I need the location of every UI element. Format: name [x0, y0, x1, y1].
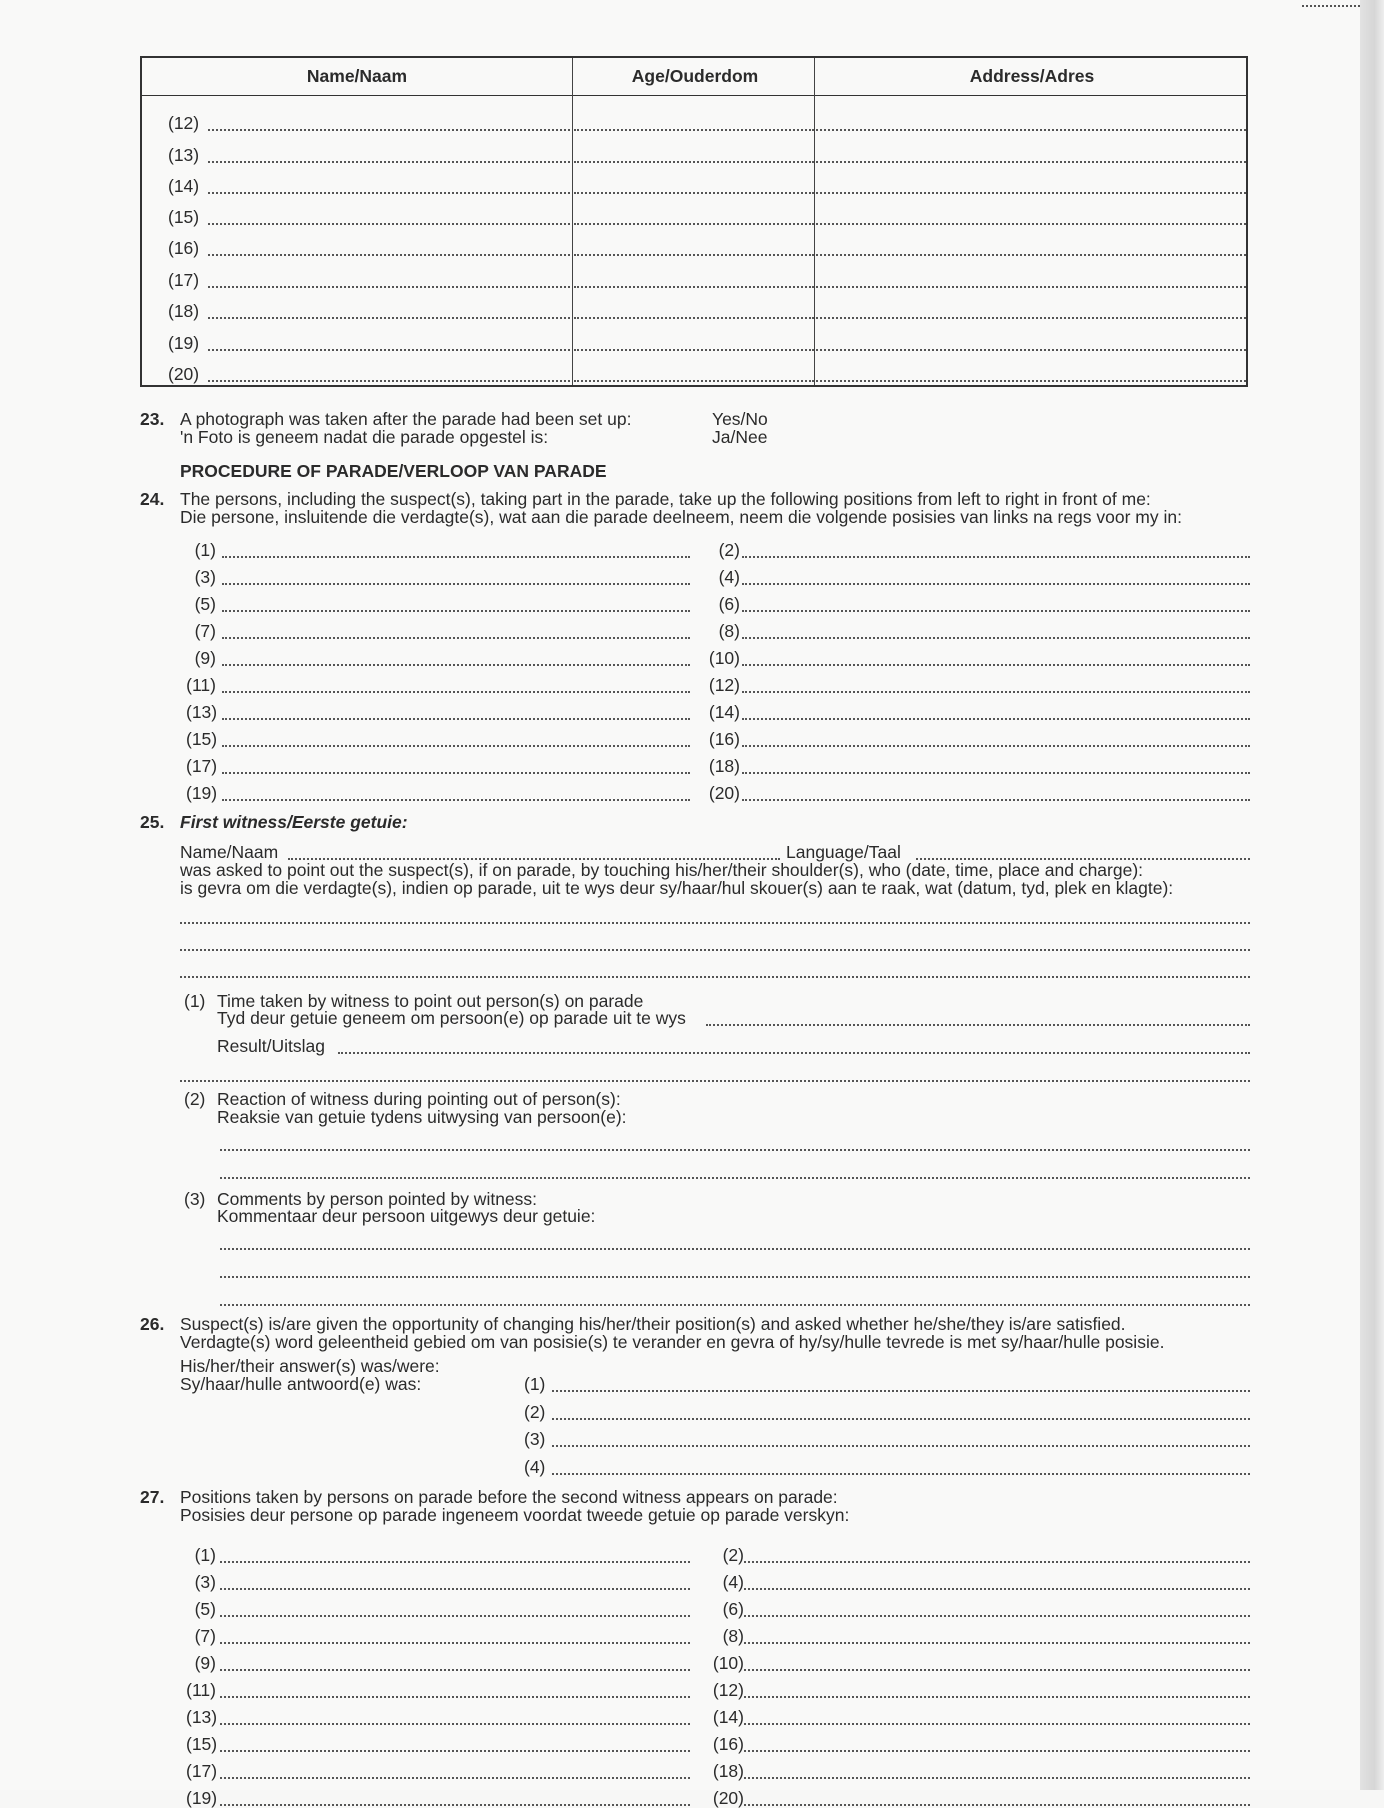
position-label: (9) — [194, 648, 216, 668]
name-cell[interactable] — [208, 223, 570, 225]
position-label: (8) — [722, 1626, 744, 1646]
position-label: (20) — [712, 1788, 744, 1808]
item-25-asked-en: was asked to point out the suspect(s), if on parade, by touching his/her/their shoulder(s), who (date, time, place and charge): — [180, 860, 1144, 880]
position-label: (17) — [186, 756, 218, 776]
answer-label: (4) — [524, 1456, 546, 1477]
position-label: (2) — [722, 1545, 744, 1565]
sub3-text-en: Comments by person pointed by witness: — [217, 1189, 538, 1209]
answer-field[interactable] — [552, 1445, 1250, 1447]
item-23-text-en: A photograph was taken after the parade had been set up: — [180, 409, 632, 429]
position-field[interactable] — [742, 556, 1250, 558]
result-field-extra[interactable] — [180, 1080, 1250, 1082]
comments-line[interactable] — [220, 1248, 1250, 1250]
position-field[interactable] — [220, 1588, 690, 1590]
answer-label: (3) — [524, 1429, 546, 1449]
name-cell[interactable] — [208, 286, 570, 288]
position-field[interactable] — [744, 1750, 1250, 1752]
name-cell[interactable] — [208, 161, 570, 163]
position-label: (10) — [708, 648, 740, 668]
address-cell[interactable] — [816, 317, 1246, 319]
position-label: (13) — [186, 702, 218, 722]
address-cell[interactable] — [816, 129, 1246, 131]
answer-label-af: Sy/haar/hulle antwoord(e) was: — [180, 1374, 422, 1394]
position-field[interactable] — [742, 718, 1250, 720]
position-label: (14) — [712, 1707, 744, 1727]
position-field[interactable] — [744, 1723, 1250, 1725]
sub2-text-af: Reaksie van getuie tydens uitwysing van persoon(e): — [217, 1107, 627, 1127]
item-26-text-en: Suspect(s) is/are given the opportunity of changing his/her/their position(s) and asked whether he/she/they is/are satisfied. — [180, 1314, 1126, 1334]
position-label: (20) — [708, 783, 740, 803]
item-27-text-en: Positions taken by persons on parade before the second witness appears on parade: — [180, 1487, 838, 1507]
position-label: (16) — [708, 729, 740, 749]
position-label: (13) — [186, 1707, 218, 1727]
answer-label: (1) — [524, 1374, 546, 1394]
position-label: (3) — [194, 1572, 216, 1592]
position-field[interactable] — [222, 691, 690, 693]
position-field[interactable] — [222, 745, 690, 747]
sub1-text-en: Time taken by witness to point out person(s) on parade — [217, 991, 644, 1011]
position-label: (8) — [718, 621, 740, 641]
age-cell[interactable] — [574, 317, 814, 319]
witness-language-label: Language/Taal — [786, 842, 901, 862]
result-field[interactable] — [338, 1052, 1250, 1054]
table-row-label: (15) — [168, 207, 200, 227]
age-cell[interactable] — [574, 223, 814, 225]
position-label: (15) — [186, 1734, 218, 1754]
position-label: (18) — [712, 1761, 744, 1781]
position-field[interactable] — [222, 799, 690, 801]
answer-field[interactable] — [552, 1473, 1250, 1475]
age-cell[interactable] — [574, 349, 814, 351]
table-row-label: (16) — [168, 238, 200, 258]
age-cell[interactable] — [574, 286, 814, 288]
comments-line[interactable] — [220, 1304, 1250, 1306]
suspect-details-line[interactable] — [180, 922, 1250, 924]
sub2-number: (2) — [184, 1089, 206, 1109]
position-field[interactable] — [220, 1669, 690, 1671]
position-field[interactable] — [744, 1561, 1250, 1563]
address-cell[interactable] — [816, 349, 1246, 351]
position-field[interactable] — [742, 691, 1250, 693]
position-label: (11) — [186, 675, 216, 695]
position-label: (19) — [186, 783, 218, 803]
position-label: (11) — [186, 1680, 216, 1700]
table-row-label: (12) — [168, 113, 200, 133]
item-24-text-en: The persons, including the suspect(s), taking part in the parade, take up the following positions from left to right in front of me: — [180, 489, 1151, 509]
header-name: Name/Naam — [306, 66, 408, 86]
suspect-details-line[interactable] — [180, 976, 1250, 978]
reaction-line[interactable] — [220, 1149, 1250, 1151]
position-field[interactable] — [220, 1750, 690, 1752]
position-field[interactable] — [222, 664, 690, 666]
position-label: (1) — [194, 540, 216, 560]
position-field[interactable] — [744, 1696, 1250, 1698]
item-26-number: 26. — [140, 1314, 165, 1334]
address-cell[interactable] — [816, 254, 1246, 256]
column-divider — [572, 58, 573, 385]
header-age: Age/Ouderdom — [631, 66, 759, 86]
table-row-label: (20) — [168, 364, 200, 384]
address-cell[interactable] — [816, 161, 1246, 163]
position-field[interactable] — [222, 583, 690, 585]
position-label: (14) — [708, 702, 740, 722]
sub2-text-en: Reaction of witness during pointing out of person(s): — [217, 1089, 621, 1109]
position-field[interactable] — [742, 745, 1250, 747]
item-24-number: 24. — [140, 489, 165, 509]
position-field[interactable] — [742, 772, 1250, 774]
comments-line[interactable] — [220, 1276, 1250, 1278]
position-label: (6) — [718, 594, 740, 614]
answer-label-en: His/her/their answer(s) was/were: — [180, 1356, 440, 1376]
position-field[interactable] — [742, 583, 1250, 585]
position-label: (2) — [718, 540, 740, 560]
item-25-number: 25. — [140, 812, 165, 832]
item-25-asked-af: is gevra om die verdagte(s), indien op parade, uit te wys deur sy/haar/hul skouer(s) aan te raak, wat (datum, tyd, plek en klagte): — [180, 878, 1174, 898]
address-cell[interactable] — [816, 286, 1246, 288]
position-field[interactable] — [742, 664, 1250, 666]
position-label: (9) — [194, 1653, 216, 1673]
position-label: (5) — [194, 1599, 216, 1619]
witness-name-label: Name/Naam — [180, 842, 279, 862]
photo-ja-nee[interactable]: Ja/Nee — [712, 427, 768, 447]
position-field[interactable] — [220, 1696, 690, 1698]
position-label: (7) — [194, 1626, 216, 1646]
position-label: (4) — [722, 1572, 744, 1592]
name-cell[interactable] — [208, 317, 570, 319]
reaction-line[interactable] — [220, 1177, 1250, 1179]
answer-field[interactable] — [552, 1418, 1250, 1420]
position-label: (12) — [712, 1680, 744, 1700]
position-label: (3) — [194, 567, 216, 587]
table-row-label: (17) — [168, 270, 200, 290]
position-label: (6) — [722, 1599, 744, 1619]
item-23-number: 23. — [140, 409, 165, 429]
position-field[interactable] — [220, 1615, 690, 1617]
scan-edge — [1360, 0, 1384, 1790]
position-field[interactable] — [744, 1615, 1250, 1617]
name-cell[interactable] — [208, 129, 570, 131]
name-cell[interactable] — [208, 380, 570, 382]
header-address: Address/Adres — [969, 66, 1095, 86]
table-header — [142, 58, 1246, 96]
suspect-details-line[interactable] — [180, 949, 1250, 951]
position-field[interactable] — [744, 1777, 1250, 1779]
position-label: (10) — [712, 1653, 744, 1673]
age-cell[interactable] — [574, 380, 814, 382]
position-field[interactable] — [222, 718, 690, 720]
position-label: (4) — [718, 567, 740, 587]
first-witness-heading: First witness/Eerste getuie: — [180, 812, 408, 832]
position-field[interactable] — [742, 637, 1250, 639]
name-cell[interactable] — [208, 349, 570, 351]
position-field[interactable] — [742, 799, 1250, 801]
item-27-text-af: Posisies deur persone op parade ingeneem voordat tweede getuie op parade verskyn: — [180, 1505, 850, 1525]
age-cell[interactable] — [574, 192, 814, 194]
column-divider — [814, 58, 815, 385]
procedure-heading: PROCEDURE OF PARADE/VERLOOP VAN PARADE — [180, 461, 607, 481]
position-field[interactable] — [744, 1588, 1250, 1590]
page-corner-mark — [1302, 5, 1360, 7]
sub3-text-af: Kommentaar deur persoon uitgewys deur getuie: — [217, 1206, 596, 1226]
item-24-text-af: Die persone, insluitende die verdagte(s), wat aan die parade deelneem, neem die volgende posisies van links na regs voor my in: — [180, 507, 1182, 527]
position-label: (17) — [186, 1761, 218, 1781]
position-field[interactable] — [220, 1642, 690, 1644]
answer-field[interactable] — [552, 1390, 1250, 1392]
sub3-number: (3) — [184, 1189, 206, 1209]
persons-table — [140, 56, 1248, 387]
position-label: (5) — [194, 594, 216, 614]
name-cell[interactable] — [208, 254, 570, 256]
position-label: (1) — [194, 1545, 216, 1565]
item-27-number: 27. — [140, 1487, 165, 1507]
item-26-text-af: Verdagte(s) word geleentheid gebied om van posisie(s) te verander en gevra of hy/sy/hulle tevrede is met sy/haar/hulle posisie. — [180, 1332, 1165, 1352]
position-field[interactable] — [220, 1561, 690, 1563]
table-row-label: (14) — [168, 176, 200, 196]
sub1-text-af: Tyd deur getuie geneem om persoon(e) op parade uit te wys — [217, 1008, 686, 1028]
age-cell[interactable] — [574, 129, 814, 131]
time-taken-field[interactable] — [706, 1024, 1250, 1026]
position-label: (12) — [708, 675, 740, 695]
table-row-label: (13) — [168, 145, 200, 165]
position-field[interactable] — [744, 1642, 1250, 1644]
position-field[interactable] — [742, 610, 1250, 612]
address-cell[interactable] — [816, 223, 1246, 225]
age-cell[interactable] — [574, 161, 814, 163]
answer-label: (2) — [524, 1401, 546, 1422]
position-field[interactable] — [744, 1804, 1250, 1806]
sub1-number: (1) — [184, 991, 206, 1011]
position-label: (18) — [708, 756, 740, 776]
position-label: (16) — [712, 1734, 744, 1754]
position-field[interactable] — [220, 1777, 690, 1779]
position-field[interactable] — [222, 610, 690, 612]
position-label: (19) — [186, 1788, 218, 1808]
position-field[interactable] — [220, 1723, 690, 1725]
item-23-text-af: 'n Foto is geneem nadat die parade opgestel is: — [180, 427, 549, 447]
table-row-label: (19) — [168, 333, 200, 353]
photo-yes-no[interactable]: Yes/No — [712, 409, 768, 429]
table-row-label: (18) — [168, 301, 200, 321]
result-label: Result/Uitslag — [217, 1036, 325, 1056]
position-field[interactable] — [744, 1669, 1250, 1671]
address-cell[interactable] — [816, 192, 1246, 194]
position-field[interactable] — [220, 1804, 690, 1806]
position-label: (7) — [194, 621, 216, 641]
position-label: (15) — [186, 729, 218, 749]
position-field[interactable] — [222, 637, 690, 639]
position-field[interactable] — [222, 772, 690, 774]
position-field[interactable] — [222, 556, 690, 558]
age-cell[interactable] — [574, 254, 814, 256]
address-cell[interactable] — [816, 380, 1246, 382]
name-cell[interactable] — [208, 192, 570, 194]
